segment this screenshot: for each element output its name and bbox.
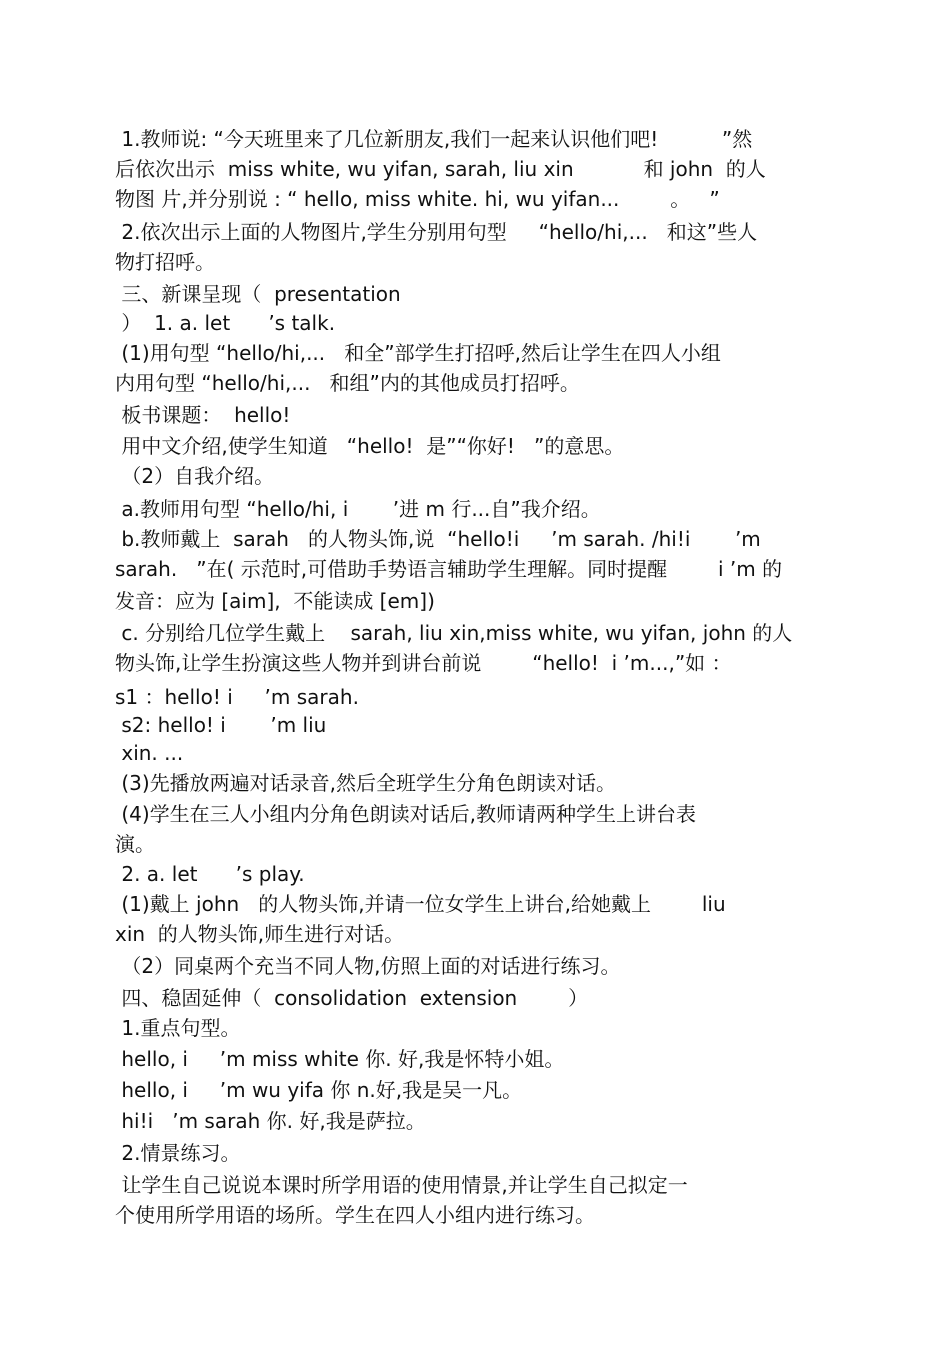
- text-line: hello, i ’m miss white 你. 好,我是怀特小姐。: [115, 1047, 565, 1071]
- text-line: 物头饰,让学生扮演这些人物并到讲台前说 “hello! i ’m...,”如 ：: [115, 651, 732, 675]
- text-line: hi!i ’m sarah 你. 好,我是萨拉。: [115, 1109, 426, 1133]
- text-line: a.教师用句型 “hello/hi, i ’进 m 行...自”我介绍。: [115, 497, 601, 521]
- text-line: (1)戴上 john 的人物头饰,并请一位女学生上讲台,给她戴上 liu: [115, 892, 726, 916]
- text-line: （2）自我介绍。: [115, 464, 275, 488]
- text-line: s1 ：hello! i ’m sarah.: [115, 685, 359, 709]
- text-line: 个使用所学用语的场所。学生在四人小组内进行练习。: [115, 1203, 595, 1227]
- text-line: 内用句型 “hello/hi,... 和组”内的其他成员打招呼。: [115, 371, 580, 395]
- text-line: 1.教师说: “今天班里来了几位新朋友,我们一起来认识他们吧! ”然: [115, 127, 753, 151]
- text-line: （2）同桌两个充当不同人物,仿照上面的对话进行练习。: [115, 954, 621, 978]
- text-line: 演。: [115, 832, 155, 856]
- text-line: 物图 片,并分别说 : “ hello, miss white. hi, wu yifan... 。 ”: [115, 187, 720, 211]
- text-line: 2.依次出示上面的人物图片,学生分别用句型 “hello/hi,... 和这”些人: [115, 220, 758, 244]
- text-line: 2. a. let ’s play.: [115, 862, 305, 886]
- text-line: c. 分别给几位学生戴上 sarah, liu xin,miss white, wu yifan, john 的人: [115, 621, 793, 645]
- text-line: (1)用句型 “hello/hi,... 和全”部学生打招呼,然后让学生在四人小组: [115, 341, 721, 365]
- text-line: 板书课题： hello!: [115, 403, 291, 427]
- text-line: s2: hello! i ’m liu: [115, 713, 327, 737]
- text-line: b.教师戴上 sarah 的人物头饰,说 “hello!i ’m sarah. /hi!i ’m: [115, 527, 761, 551]
- text-line: hello, i ’m wu yifa 你 n.好,我是吴一凡。: [115, 1078, 523, 1102]
- text-line: 后依次出示 miss white, wu yifan, sarah, liu xin 和 john 的人: [115, 157, 766, 181]
- section-heading: 四、稳固延伸（ consolidation extension ）: [115, 986, 589, 1010]
- text-line: 物打招呼。: [115, 250, 215, 274]
- text-line: 1.重点句型。: [115, 1016, 241, 1040]
- text-line: 用中文介绍,使学生知道 “hello! 是”“你好! ”的意思。: [115, 434, 625, 458]
- text-line: (3)先播放两遍对话录音,然后全班学生分角色朗读对话。: [115, 771, 617, 795]
- text-line: ） 1. a. let ’s talk.: [115, 311, 336, 335]
- text-line: 2.情景练习。: [115, 1141, 241, 1165]
- text-line: sarah. ”在( 示范时,可借助手势语言辅助学生理解。同时提醒 i ’m 的: [115, 557, 783, 581]
- section-heading: 三、新课呈现（ presentation: [115, 282, 401, 306]
- text-line: 让学生自己说说本课时所学用语的使用情景,并让学生自己拟定一: [115, 1173, 688, 1197]
- text-line: (4)学生在三人小组内分角色朗读对话后,教师请两种学生上讲台表: [115, 802, 697, 826]
- text-line: 发音：应为 [aim], 不能读成 [em]): [115, 589, 435, 613]
- text-line: xin 的人物头饰,师生进行对话。: [115, 922, 405, 946]
- text-line: xin. ...: [115, 741, 184, 765]
